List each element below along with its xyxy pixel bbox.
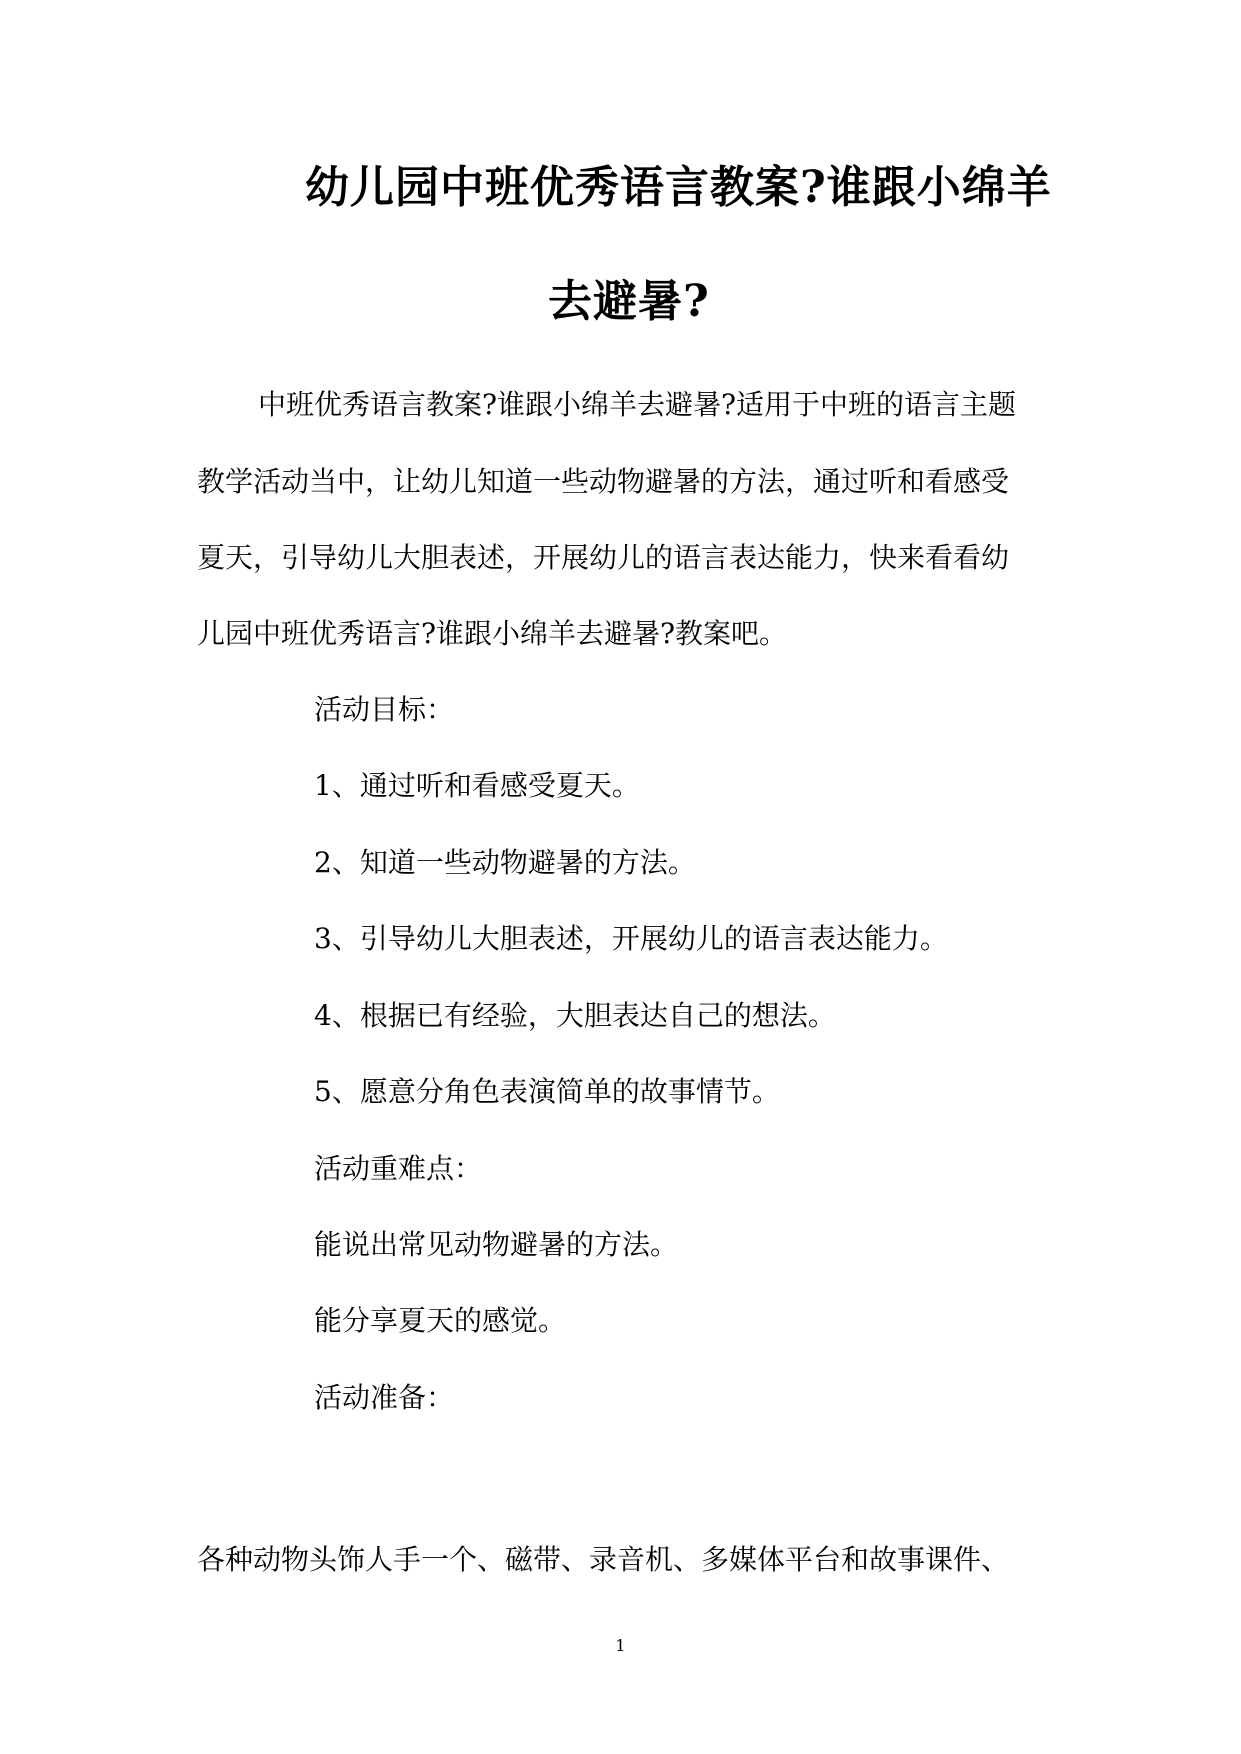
intro-paragraph-line-2: 教学活动当中，让幼儿知道一些动物避暑的方法，通过听和看感受: [197, 465, 1010, 498]
key-points-heading: 活动重难点：: [314, 1152, 483, 1185]
intro-paragraph-line-4: 儿园中班优秀语言?谁跟小绵羊去避暑?教案吧。: [197, 617, 788, 650]
intro-paragraph-line-3: 夏天，引导幼儿大胆表述，开展幼儿的语言表达能力，快来看看幼: [197, 541, 1010, 574]
goals-heading: 活动目标：: [314, 693, 455, 726]
page-number: 1: [615, 1636, 626, 1655]
document-title-line-2: 去避暑?: [548, 276, 710, 327]
document-title-line-1: 幼儿园中班优秀语言教案?谁跟小绵羊: [305, 162, 1052, 213]
key-point-item-1: 能说出常见动物避暑的方法。: [314, 1228, 679, 1261]
goal-item-5: 5、愿意分角色表演简单的故事情节。: [314, 1075, 780, 1108]
preparation-heading: 活动准备：: [314, 1381, 455, 1414]
goal-item-3: 3、引导幼儿大胆表述，开展幼儿的语言表达能力。: [314, 922, 948, 955]
goal-item-1: 1、通过听和看感受夏天。: [314, 769, 640, 802]
key-point-item-2: 能分享夏天的感觉。: [314, 1304, 567, 1337]
intro-paragraph-line-1: 中班优秀语言教案?谁跟小绵羊去避暑?适用于中班的语言主题: [258, 388, 1017, 421]
goal-item-4: 4、根据已有经验，大胆表达自己的想法。: [314, 999, 836, 1032]
preparation-item-1: 各种动物头饰人手一个、磁带、录音机、多媒体平台和故事课件、: [197, 1543, 1010, 1576]
goal-item-2: 2、知道一些动物避暑的方法。: [314, 846, 696, 879]
